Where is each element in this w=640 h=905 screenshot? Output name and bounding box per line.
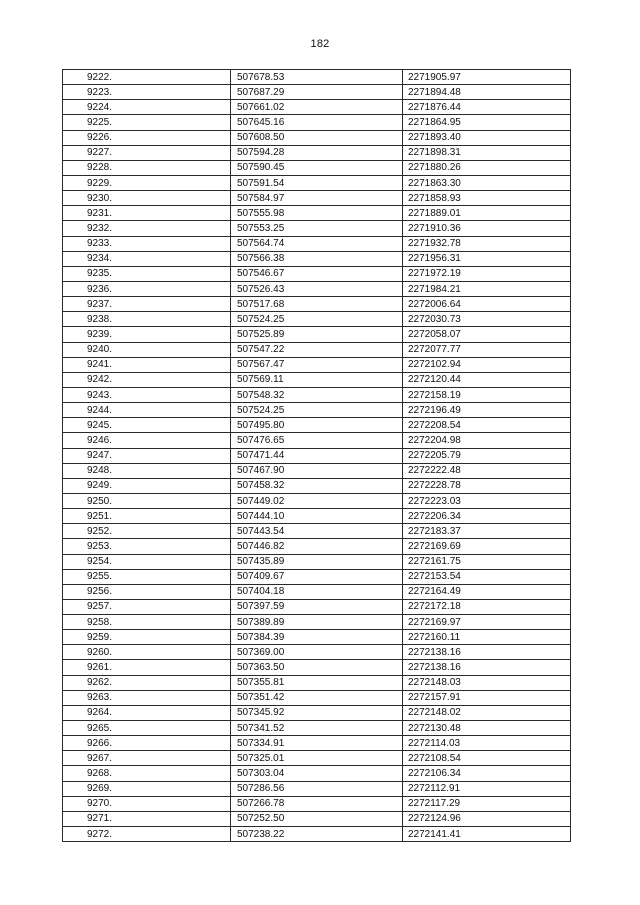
point-number-cell: 9260. [63,645,231,660]
table-row [63,281,571,296]
point-number-cell: 9229. [63,175,231,190]
point-number-cell: 9262. [63,675,231,690]
coordinates-table-body [63,70,571,842]
point-number-cell: 9244. [63,403,231,418]
point-number-cell: 9224. [63,100,231,115]
y-coordinate-cell: 2271858.93 [403,191,571,206]
point-number-cell: 9272. [63,827,231,842]
y-coordinate-cell: 2272228.78 [403,478,571,493]
y-coordinate-cell: 2271898.31 [403,145,571,160]
y-coordinate-cell: 2272141.41 [403,827,571,842]
table-row [63,191,571,206]
y-coordinate-cell: 2271876.44 [403,100,571,115]
x-coordinate-cell: 507325.01 [231,751,403,766]
y-coordinate-cell: 2271905.97 [403,70,571,85]
table-row [63,403,571,418]
point-number-cell: 9266. [63,736,231,751]
x-coordinate-cell: 507351.42 [231,690,403,705]
y-coordinate-cell: 2272148.02 [403,705,571,720]
y-coordinate-cell: 2272206.34 [403,509,571,524]
x-coordinate-cell: 507495.80 [231,418,403,433]
table-row [63,478,571,493]
y-coordinate-cell: 2272120.44 [403,372,571,387]
x-coordinate-cell: 507517.68 [231,297,403,312]
table-row [63,327,571,342]
y-coordinate-cell: 2272158.19 [403,387,571,402]
x-coordinate-cell: 507355.81 [231,675,403,690]
table-row [63,736,571,751]
y-coordinate-cell: 2272130.48 [403,721,571,736]
x-coordinate-cell: 507449.02 [231,493,403,508]
point-number-cell: 9255. [63,569,231,584]
y-coordinate-cell: 2272183.37 [403,524,571,539]
point-number-cell: 9237. [63,297,231,312]
point-number-cell: 9242. [63,372,231,387]
x-coordinate-cell: 507645.16 [231,115,403,130]
y-coordinate-cell: 2272138.16 [403,660,571,675]
y-coordinate-cell: 2271932.78 [403,236,571,251]
y-coordinate-cell: 2272030.73 [403,312,571,327]
y-coordinate-cell: 2271889.01 [403,206,571,221]
y-coordinate-cell: 2272102.94 [403,357,571,372]
x-coordinate-cell: 507526.43 [231,281,403,296]
y-coordinate-cell: 2271910.36 [403,221,571,236]
table-row [63,615,571,630]
point-number-cell: 9270. [63,796,231,811]
table-row [63,160,571,175]
x-coordinate-cell: 507678.53 [231,70,403,85]
x-coordinate-cell: 507467.90 [231,463,403,478]
table-row [63,357,571,372]
y-coordinate-cell: 2272161.75 [403,554,571,569]
x-coordinate-cell: 507363.50 [231,660,403,675]
y-coordinate-cell: 2271880.26 [403,160,571,175]
page-number: 182 [310,38,330,50]
point-number-cell: 9265. [63,721,231,736]
table-row [63,221,571,236]
point-number-cell: 9257. [63,599,231,614]
y-coordinate-cell: 2272077.77 [403,342,571,357]
point-number-cell: 9223. [63,85,231,100]
table-row [63,509,571,524]
point-number-cell: 9235. [63,266,231,281]
table-row [63,463,571,478]
table-row [63,251,571,266]
table-row [63,115,571,130]
point-number-cell: 9264. [63,705,231,720]
point-number-cell: 9236. [63,281,231,296]
table-row [63,85,571,100]
point-number-cell: 9269. [63,781,231,796]
y-coordinate-cell: 2272108.54 [403,751,571,766]
point-number-cell: 9231. [63,206,231,221]
point-number-cell: 9256. [63,584,231,599]
y-coordinate-cell: 2272223.03 [403,493,571,508]
point-number-cell: 9241. [63,357,231,372]
y-coordinate-cell: 2272164.49 [403,584,571,599]
point-number-cell: 9251. [63,509,231,524]
x-coordinate-cell: 507661.02 [231,100,403,115]
table-row [63,569,571,584]
x-coordinate-cell: 507252.50 [231,811,403,826]
table-row [63,448,571,463]
table-row [63,584,571,599]
point-number-cell: 9238. [63,312,231,327]
y-coordinate-cell: 2272196.49 [403,403,571,418]
x-coordinate-cell: 507266.78 [231,796,403,811]
table-row [63,721,571,736]
x-coordinate-cell: 507369.00 [231,645,403,660]
y-coordinate-cell: 2271984.21 [403,281,571,296]
point-number-cell: 9230. [63,191,231,206]
y-coordinate-cell: 2271893.40 [403,130,571,145]
x-coordinate-cell: 507569.11 [231,372,403,387]
x-coordinate-cell: 507524.25 [231,403,403,418]
point-number-cell: 9246. [63,433,231,448]
table-row [63,387,571,402]
table-row [63,418,571,433]
x-coordinate-cell: 507435.89 [231,554,403,569]
table-row [63,645,571,660]
point-number-cell: 9263. [63,690,231,705]
y-coordinate-cell: 2272106.34 [403,766,571,781]
x-coordinate-cell: 507524.25 [231,312,403,327]
table-row [63,266,571,281]
table-row [63,206,571,221]
y-coordinate-cell: 2271864.95 [403,115,571,130]
x-coordinate-cell: 507687.29 [231,85,403,100]
y-coordinate-cell: 2272172.18 [403,599,571,614]
table-row [63,372,571,387]
point-number-cell: 9249. [63,478,231,493]
point-number-cell: 9228. [63,160,231,175]
y-coordinate-cell: 2272058.07 [403,327,571,342]
table-row [63,433,571,448]
table-row [63,705,571,720]
y-coordinate-cell: 2272148.03 [403,675,571,690]
x-coordinate-cell: 507525.89 [231,327,403,342]
x-coordinate-cell: 507476.65 [231,433,403,448]
x-coordinate-cell: 507404.18 [231,584,403,599]
x-coordinate-cell: 507238.22 [231,827,403,842]
table-row [63,827,571,842]
point-number-cell: 9222. [63,70,231,85]
table-row [63,130,571,145]
y-coordinate-cell: 2272006.64 [403,297,571,312]
y-coordinate-cell: 2272160.11 [403,630,571,645]
x-coordinate-cell: 507443.54 [231,524,403,539]
x-coordinate-cell: 507444.10 [231,509,403,524]
point-number-cell: 9258. [63,615,231,630]
point-number-cell: 9252. [63,524,231,539]
table-row [63,100,571,115]
y-coordinate-cell: 2272204.98 [403,433,571,448]
point-number-cell: 9247. [63,448,231,463]
x-coordinate-cell: 507566.38 [231,251,403,266]
y-coordinate-cell: 2272205.79 [403,448,571,463]
point-number-cell: 9259. [63,630,231,645]
point-number-cell: 9267. [63,751,231,766]
x-coordinate-cell: 507547.22 [231,342,403,357]
y-coordinate-cell: 2272169.97 [403,615,571,630]
y-coordinate-cell: 2271956.31 [403,251,571,266]
y-coordinate-cell: 2272114.03 [403,736,571,751]
y-coordinate-cell: 2272138.16 [403,645,571,660]
x-coordinate-cell: 507303.04 [231,766,403,781]
x-coordinate-cell: 507458.32 [231,478,403,493]
point-number-cell: 9261. [63,660,231,675]
point-number-cell: 9253. [63,539,231,554]
x-coordinate-cell: 507584.97 [231,191,403,206]
y-coordinate-cell: 2271894.48 [403,85,571,100]
y-coordinate-cell: 2272124.96 [403,811,571,826]
x-coordinate-cell: 507334.91 [231,736,403,751]
table-row [63,796,571,811]
table-row [63,539,571,554]
table-row [63,70,571,85]
y-coordinate-cell: 2272112.91 [403,781,571,796]
y-coordinate-cell: 2272169.69 [403,539,571,554]
table-row [63,599,571,614]
y-coordinate-cell: 2272157.91 [403,690,571,705]
x-coordinate-cell: 507384.39 [231,630,403,645]
y-coordinate-cell: 2272153.54 [403,569,571,584]
x-coordinate-cell: 507590.45 [231,160,403,175]
point-number-cell: 9250. [63,493,231,508]
table-row [63,145,571,160]
point-number-cell: 9245. [63,418,231,433]
y-coordinate-cell: 2271863.30 [403,175,571,190]
table-row [63,751,571,766]
x-coordinate-cell: 507594.28 [231,145,403,160]
point-number-cell: 9232. [63,221,231,236]
x-coordinate-cell: 507286.56 [231,781,403,796]
table-row [63,236,571,251]
point-number-cell: 9268. [63,766,231,781]
y-coordinate-cell: 2272117.29 [403,796,571,811]
point-number-cell: 9254. [63,554,231,569]
table-row [63,297,571,312]
y-coordinate-cell: 2272208.54 [403,418,571,433]
x-coordinate-cell: 507471.44 [231,448,403,463]
x-coordinate-cell: 507555.98 [231,206,403,221]
table-row [63,675,571,690]
x-coordinate-cell: 507564.74 [231,236,403,251]
point-number-cell: 9271. [63,811,231,826]
table-row [63,312,571,327]
point-number-cell: 9234. [63,251,231,266]
x-coordinate-cell: 507446.82 [231,539,403,554]
point-number-cell: 9233. [63,236,231,251]
table-row [63,766,571,781]
x-coordinate-cell: 507397.59 [231,599,403,614]
table-row [63,811,571,826]
table-row [63,630,571,645]
point-number-cell: 9243. [63,387,231,402]
point-number-cell: 9227. [63,145,231,160]
table-row [63,554,571,569]
x-coordinate-cell: 507591.54 [231,175,403,190]
point-number-cell: 9240. [63,342,231,357]
point-number-cell: 9248. [63,463,231,478]
table-row [63,781,571,796]
x-coordinate-cell: 507548.32 [231,387,403,402]
x-coordinate-cell: 507389.89 [231,615,403,630]
y-coordinate-cell: 2271972.19 [403,266,571,281]
x-coordinate-cell: 507608.50 [231,130,403,145]
table-row [63,342,571,357]
x-coordinate-cell: 507409.67 [231,569,403,584]
table-row [63,660,571,675]
table-row [63,493,571,508]
point-number-cell: 9239. [63,327,231,342]
x-coordinate-cell: 507553.25 [231,221,403,236]
table-row [63,175,571,190]
point-number-cell: 9226. [63,130,231,145]
table-row [63,524,571,539]
x-coordinate-cell: 507345.92 [231,705,403,720]
coordinates-table [62,69,571,842]
table-row [63,690,571,705]
point-number-cell: 9225. [63,115,231,130]
x-coordinate-cell: 507567.47 [231,357,403,372]
y-coordinate-cell: 2272222.48 [403,463,571,478]
x-coordinate-cell: 507546.67 [231,266,403,281]
x-coordinate-cell: 507341.52 [231,721,403,736]
